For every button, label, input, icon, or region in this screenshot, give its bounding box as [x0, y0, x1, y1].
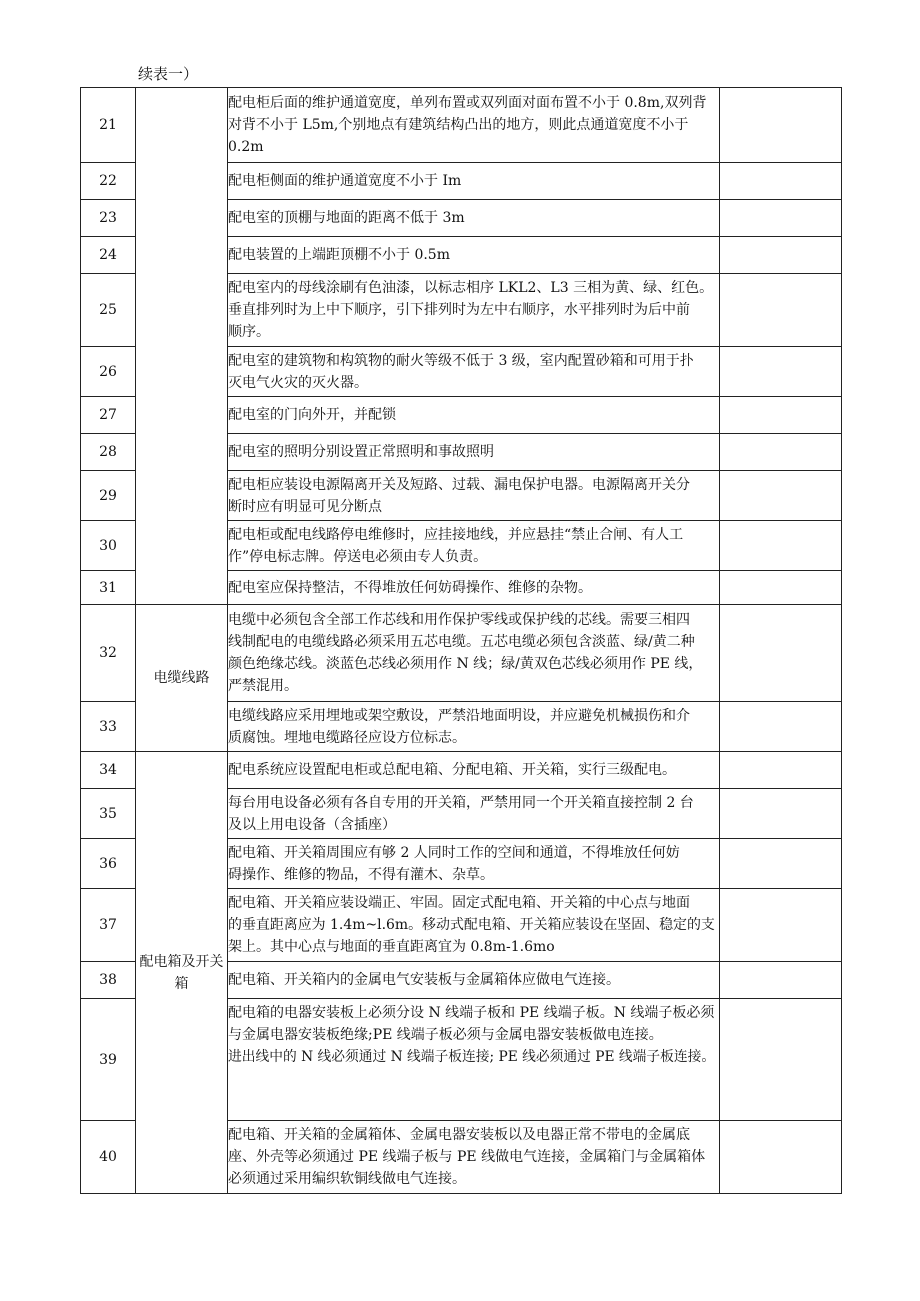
requirement-text: 配电装置的上端距顶棚不小于 0.5m	[228, 237, 720, 274]
result-cell	[720, 434, 842, 471]
result-cell	[720, 471, 842, 521]
result-cell	[720, 752, 842, 789]
requirement-text: 配电箱、开关箱内的金属电气安装板与金属箱体应做电气连接。	[228, 962, 720, 999]
result-cell	[720, 702, 842, 752]
row-number: 37	[81, 889, 136, 962]
requirement-text: 配电柜应装设电源隔离开关及短路、过载、漏电保护电器。电源隔离开关分 断时应有明显可见分断点	[228, 471, 720, 521]
table-continuation-caption: 续表一）	[138, 65, 199, 83]
row-number: 31	[81, 571, 136, 605]
row-number: 32	[81, 605, 136, 702]
row-number: 38	[81, 962, 136, 999]
row-number: 21	[81, 88, 136, 163]
table-row	[81, 752, 842, 789]
result-cell	[720, 889, 842, 962]
category-label-line1: 配电箱及开关	[139, 953, 224, 970]
requirement-text: 配电柜或配电线路停电维修时，应挂接地线，并应悬挂“禁止合闸、有人工 作”停电标志牌。停送电必须由专人负责。	[228, 521, 720, 571]
table-row	[81, 605, 842, 702]
row-number: 25	[81, 274, 136, 347]
result-cell	[720, 1121, 842, 1194]
result-cell	[720, 200, 842, 237]
category-cell-blank	[136, 88, 228, 605]
row-number: 34	[81, 752, 136, 789]
requirement-text: 配电室内的母线涂刷有色油漆，以标志相序 LKL2、L3 三相为黄、绿、红色。 垂直排列时为上中下顺序，引下排列时为左中右顺序，水平排列时为后中前 顺序。	[228, 274, 720, 347]
requirement-text: 配电柜后面的维护通道宽度，单列布置或双列面对面布置不小于 0.8m,双列背 对背不小于 L5m,个别地点有建筑结构凸出的地方，则此点通道宽度不小于 0.2m	[228, 88, 720, 163]
row-number: 40	[81, 1121, 136, 1194]
row-number: 22	[81, 163, 136, 200]
row-number: 27	[81, 397, 136, 434]
requirement-text: 配电柜侧面的维护通道宽度不小于 Im	[228, 163, 720, 200]
requirement-text: 配电箱、开关箱应装设端正、牢固。固定式配电箱、开关箱的中心点与地面 的垂直距离应为 1.4m~l.6m。移动式配电箱、开关箱应装设在坚固、稳定的支 架上。其中心点与地面的垂直距离宜为 0.8m-1.6mo	[228, 889, 720, 962]
row-number: 30	[81, 521, 136, 571]
requirement-text: 配电室应保持整洁，不得堆放任何妨碍操作、维修的杂物。	[228, 571, 720, 605]
requirement-text: 配电箱、开关箱的金属箱体、金属电器安装板以及电器正常不带电的金属底 座、外壳等必须通过 PE 线端子板与 PE 线做电气连接，金属箱门与金属箱体 必须通过采用编织软铜线做电气连接。	[228, 1121, 720, 1194]
table-row	[81, 88, 842, 163]
inspection-checklist-table	[80, 87, 842, 1194]
result-cell	[720, 163, 842, 200]
category-label-line2: 箱	[174, 975, 189, 992]
result-cell	[720, 88, 842, 163]
row-number: 39	[81, 999, 136, 1121]
result-cell	[720, 347, 842, 397]
row-number: 24	[81, 237, 136, 274]
requirement-text: 配电室的建筑物和构筑物的耐火等级不低于 3 级，室内配置砂箱和可用于扑 灭电气火灾的灭火器。	[228, 347, 720, 397]
row-number: 33	[81, 702, 136, 752]
result-cell	[720, 571, 842, 605]
requirement-text: 配电系统应设置配电柜或总配电箱、分配电箱、开关箱，实行三级配电。	[228, 752, 720, 789]
requirement-text: 配电室的顶棚与地面的距离不低于 3m	[228, 200, 720, 237]
result-cell	[720, 274, 842, 347]
result-cell	[720, 605, 842, 702]
category-cable-lines: 电缆线路	[136, 605, 228, 752]
requirement-text: 配电室的门向外开，并配锁	[228, 397, 720, 434]
row-number: 29	[81, 471, 136, 521]
row-number: 35	[81, 789, 136, 839]
result-cell	[720, 789, 842, 839]
requirement-text: 电缆中必须包含全部工作芯线和用作保护零线或保护线的芯线。需要三相四 线制配电的电缆线路必须采用五芯电缆。五芯电缆必须包含淡蓝、绿/黄二种 颜色绝缘芯线。淡蓝色芯线必须用作 N 线；绿/黄双色芯线必须用作 PE 线， 严禁混用。	[228, 605, 720, 702]
row-number: 23	[81, 200, 136, 237]
result-cell	[720, 962, 842, 999]
requirement-text: 配电室的照明分别设置正常照明和事故照明	[228, 434, 720, 471]
result-cell	[720, 397, 842, 434]
requirement-text: 配电箱的电器安装板上必须分设 N 线端子板和 PE 线端子板。N 线端子板必须 与金属电器安装板绝缘;PE 线端子板必须与金属电器安装板做电连接。 进出线中的 N 线必须通过 N 线端子板连接; PE 线必须通过 PE 线端子板连接。	[228, 999, 720, 1121]
result-cell	[720, 999, 842, 1121]
requirement-text: 配电箱、开关箱周围应有够 2 人同时工作的空间和通道，不得堆放任何妨 碍操作、维修的物品，不得有灌木、杂草。	[228, 839, 720, 889]
result-cell	[720, 839, 842, 889]
row-number: 26	[81, 347, 136, 397]
result-cell	[720, 237, 842, 274]
row-number: 28	[81, 434, 136, 471]
requirement-text: 每台用电设备必须有各自专用的开关箱，严禁用同一个开关箱直接控制 2 台 及以上用电设备（含插座）	[228, 789, 720, 839]
row-number: 36	[81, 839, 136, 889]
result-cell	[720, 521, 842, 571]
requirement-text: 电缆线路应采用埋地或架空敷设，严禁沿地面明设，并应避免机械损伤和介 质腐蚀。埋地电缆路径应设方位标志。	[228, 702, 720, 752]
category-distribution-boxes	[136, 752, 228, 1194]
